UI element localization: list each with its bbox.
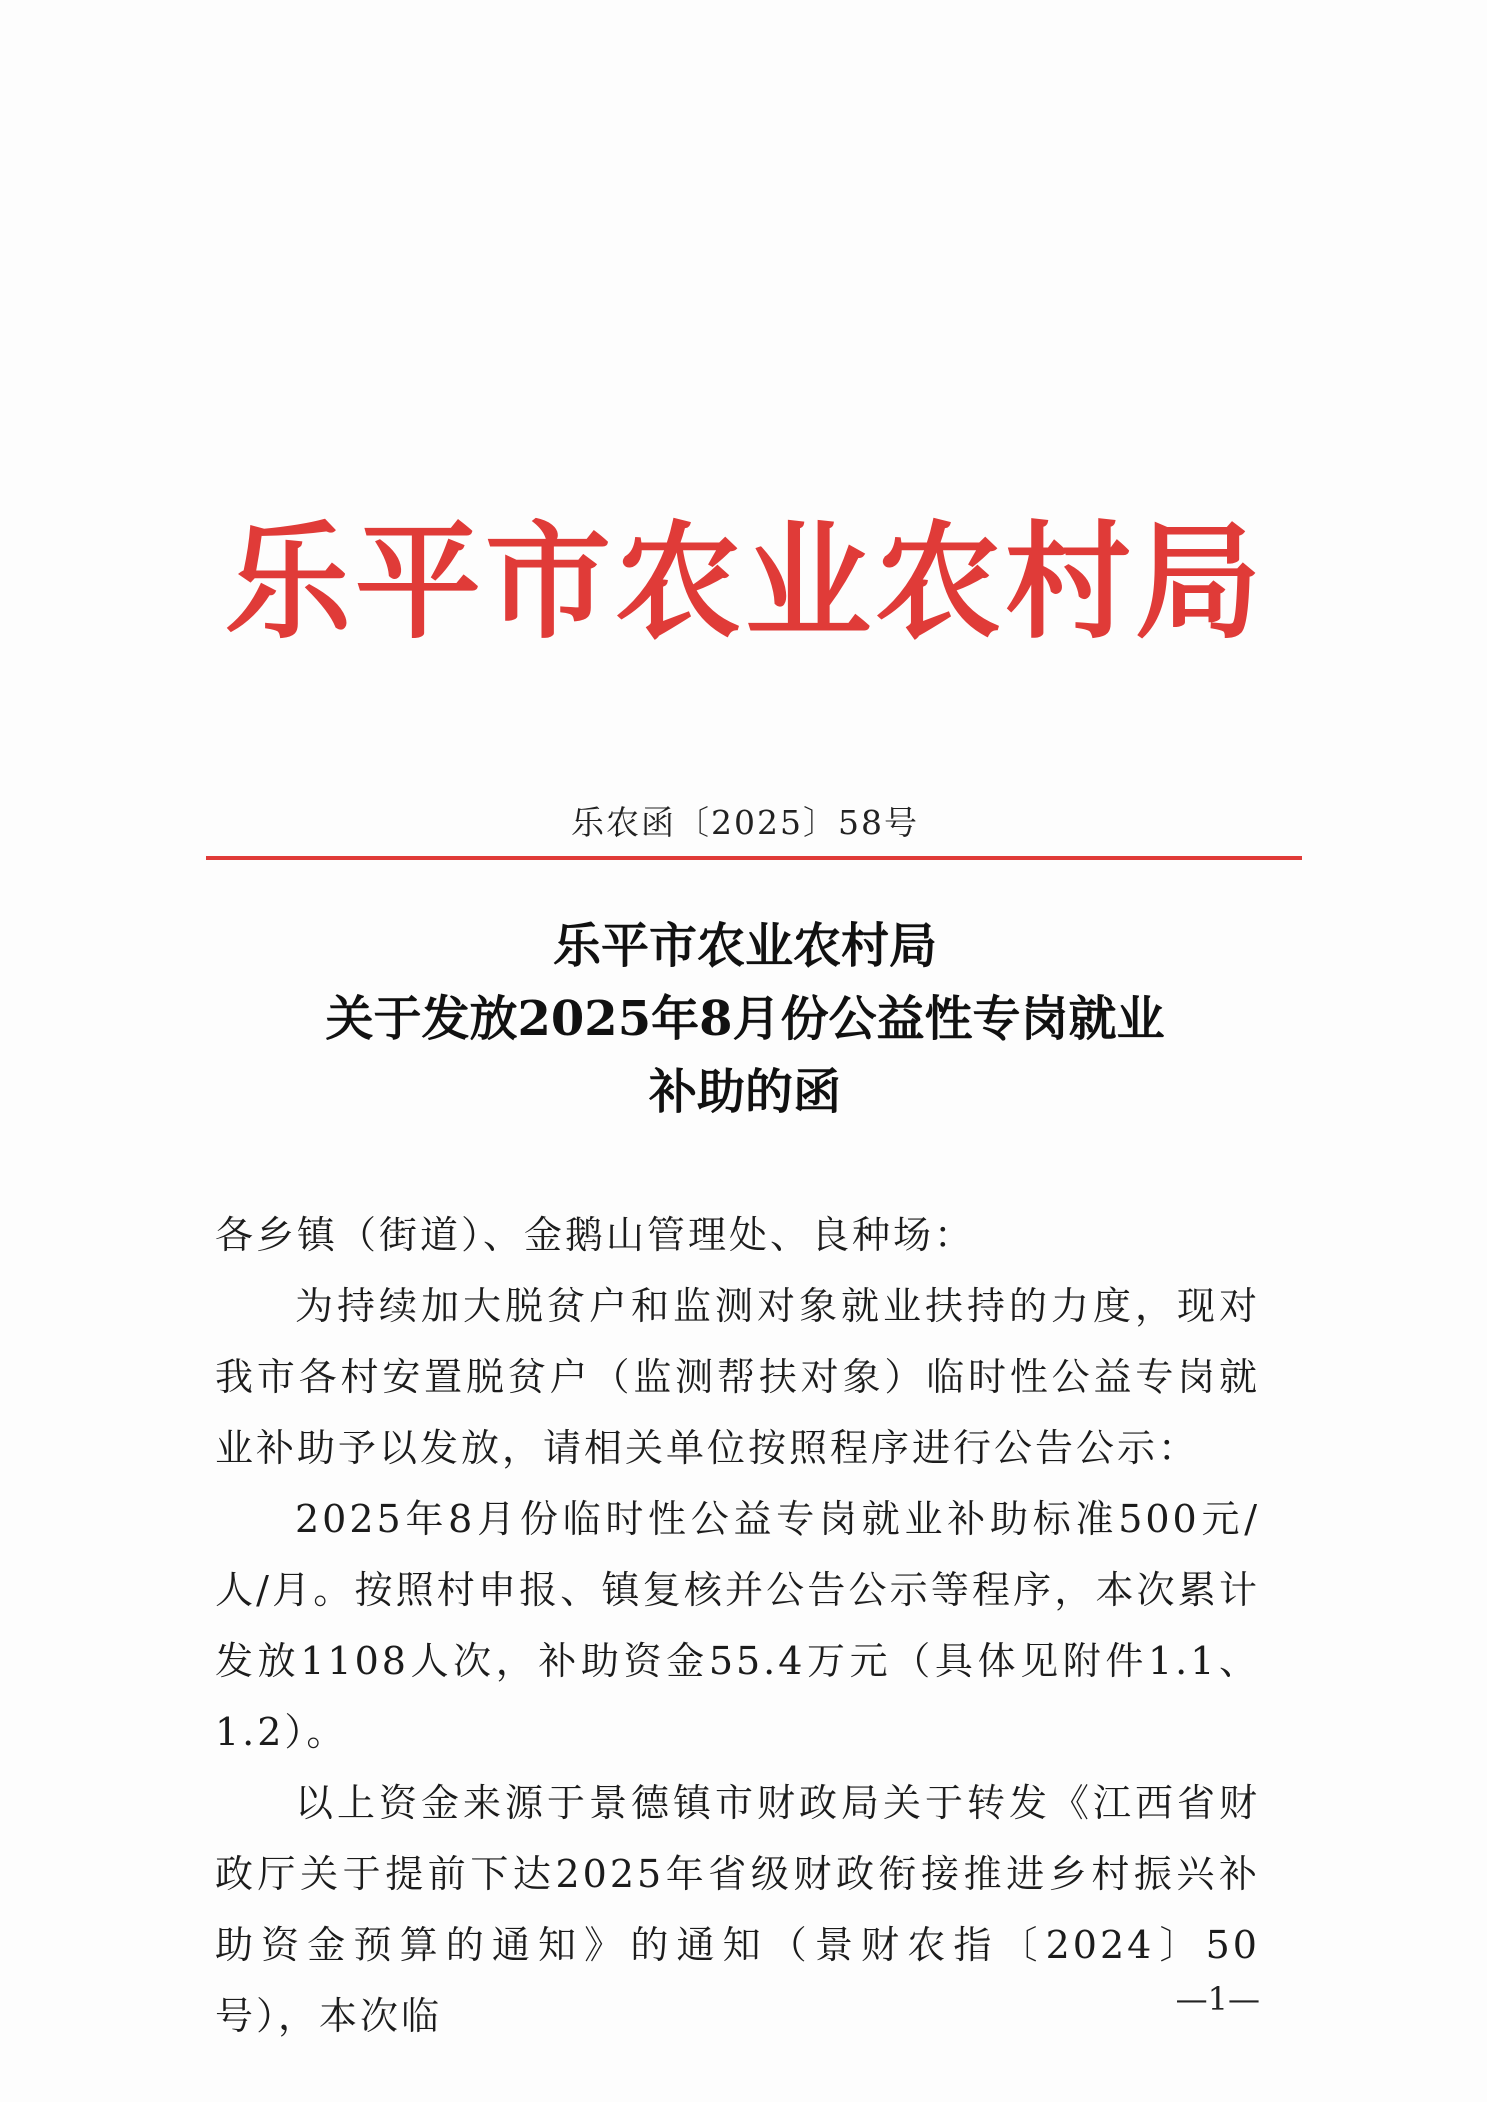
paragraph-2: 2025年8月份临时性公益专岗就业补助标准500元/人/月。按照村申报、镇复核并公告公示等程序，本次累计发放1108人次，补助资金55.4万元（具体见附件1.1、1.2）。 [215, 1497, 1260, 1754]
salutation: 各乡镇（街道）、金鹅山管理处、良种场： [215, 1213, 976, 1257]
document-title [200, 910, 1290, 1129]
title-line-2: 关于发放2025年8月份公益性专岗就业 [325, 991, 1165, 1047]
document-number: 乐农函〔2025〕58号 [571, 803, 919, 842]
page-number: —1— [1175, 1980, 1260, 2018]
masthead-title: 乐平市农业农村局 [225, 509, 1265, 656]
title-line-1: 乐平市农业农村局 [552, 918, 937, 974]
title-line-3: 补助的函 [648, 1064, 841, 1120]
red-divider-line [206, 856, 1302, 860]
paragraph-3: 以上资金来源于景德镇市财政局关于转发《江西省财政厅关于提前下达2025年省级财政衔接推进乡村振兴补助资金预算的通知》的通知（景财农指〔2024〕50号），本次临 [215, 1781, 1260, 2038]
paragraph-1: 为持续加大脱贫户和监测对象就业扶持的力度，现对我市各村安置脱贫户（监测帮扶对象）临时性公益专岗就业补助予以发放，请相关单位按照程序进行公告公示： [215, 1284, 1260, 1470]
document-body [215, 1200, 1260, 2052]
